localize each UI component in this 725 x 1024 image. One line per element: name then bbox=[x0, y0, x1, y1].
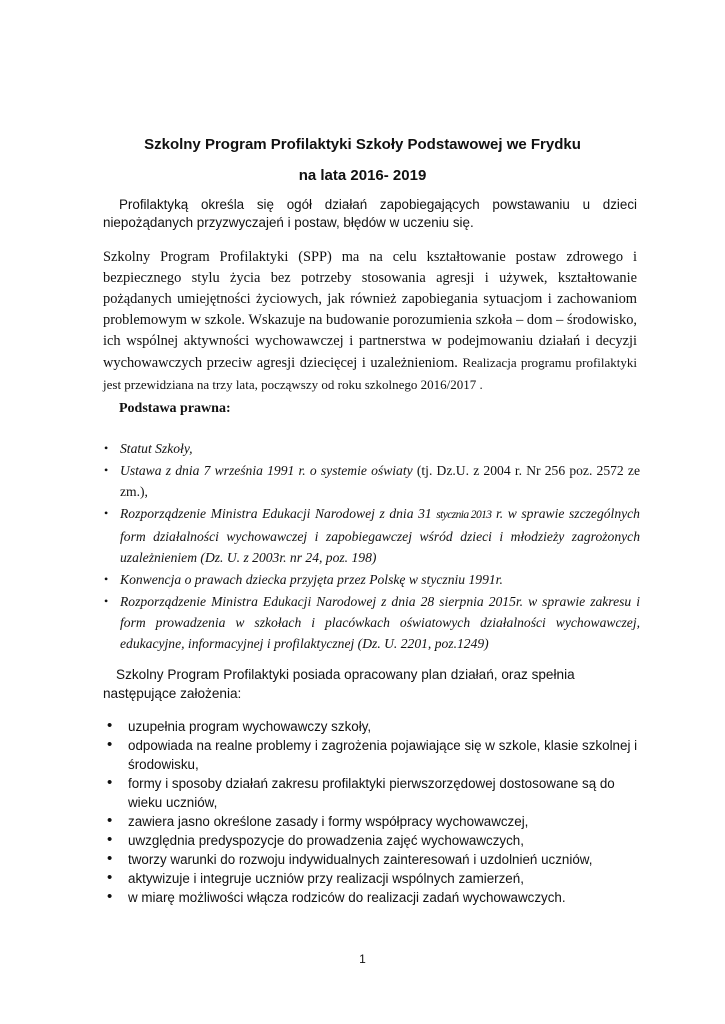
feature-item bbox=[103, 736, 643, 774]
feature-item bbox=[103, 888, 643, 907]
legal-basis-item bbox=[103, 569, 640, 590]
legal-basis-text: Rozporządzenie Ministra Edukacji Narodowej z dnia 28 sierpnia 2015r. w sprawie zakresu i form prowadzenia w szkołach i placówkach oświatowych działalności wychowawczej, edukacyjne, informacyjnej i profilaktycznej (Dz. U. 2201, poz.1249) bbox=[120, 594, 640, 651]
legal-basis-text: Rozporządzenie Ministra Edukacji Narodowej z dnia 31 bbox=[120, 506, 437, 521]
document-title: Szkolny Program Profilaktyki Szkoły Podstawowej we Frydku bbox=[144, 136, 581, 153]
page-number: 1 bbox=[359, 952, 366, 966]
bullet-icon: • bbox=[104, 441, 109, 455]
legal-basis-item bbox=[103, 591, 640, 654]
legal-basis-text: (tj. Dz.U. z 2004 r. Nr 256 poz. 2572 ze zm.), bbox=[120, 463, 640, 499]
summary-paragraph: Szkolny Program Profilaktyki posiada opracowany plan działań, oraz spełnia następujące założenia: bbox=[103, 667, 575, 701]
legal-basis-heading: Podstawa prawna: bbox=[119, 401, 231, 416]
bullet-icon: • bbox=[107, 850, 113, 867]
document-subtitle: na lata 2016- 2019 bbox=[298, 167, 427, 184]
bullet-icon: • bbox=[107, 831, 113, 848]
legal-basis-text: Statut Szkoły, bbox=[120, 441, 193, 456]
feature-text: odpowiada na realne problemy i zagrożenia pojawiające się w szkole, klasie szkolnej i środowisku, bbox=[128, 738, 638, 772]
feature-text: uwzględnia predyspozycje do prowadzenia zajęć wychowawczych, bbox=[128, 833, 524, 848]
legal-basis-item bbox=[103, 460, 640, 502]
bullet-icon: • bbox=[104, 506, 109, 520]
legal-basis-text: stycznia 2013 bbox=[436, 509, 492, 521]
feature-text: w miarę możliwości włącza rodziców do realizacji zadań wychowawczych. bbox=[128, 890, 566, 905]
features-list bbox=[103, 717, 643, 907]
bullet-icon: • bbox=[107, 717, 113, 734]
legal-basis-list bbox=[103, 438, 640, 654]
feature-text: uzupełnia program wychowawczy szkoły, bbox=[128, 719, 372, 734]
feature-text: formy i sposoby działań zakresu profilaktyki pierwszorzędowej dostosowane są do wieku uczniów, bbox=[128, 776, 615, 810]
bullet-icon: • bbox=[107, 888, 113, 905]
legal-basis-text: r. w sprawie szczególnych form działalności wychowawczej i zapobiegawczej wśród dzieci i młodzieży zagrożonych uzależnieniem (Dz. U. z 2003r. nr 24, poz. 198) bbox=[120, 506, 640, 565]
feature-item bbox=[103, 869, 643, 888]
bullet-icon: • bbox=[104, 594, 109, 608]
feature-item bbox=[103, 850, 643, 869]
bullet-icon: • bbox=[107, 812, 113, 829]
legal-basis-text: Ustawa z dnia 7 września 1991 r. o systemie oświaty bbox=[120, 463, 413, 478]
feature-text: tworzy warunki do rozwoju indywidualnych zainteresowań i uzdolnień uczniów, bbox=[128, 852, 593, 867]
legal-basis-text: Konwencja o prawach dziecka przyjęta przez Polskę w styczniu 1991r. bbox=[120, 572, 503, 587]
feature-item bbox=[103, 717, 643, 736]
feature-text: zawiera jasno określone zasady i formy współpracy wychowawczej, bbox=[128, 814, 529, 829]
legal-basis-item bbox=[103, 438, 640, 459]
bullet-icon: • bbox=[107, 736, 113, 753]
legal-basis-item bbox=[103, 503, 640, 568]
program-description-main: Szkolny Program Profilaktyki (SPP) ma na celu kształtowanie postaw zdrowego i bezpiecznego stylu życia bez potrzeby stosowania agresji i używek, kształtowanie pożądanych umiejętności życiowych, jak również zapobiegania sytuacjom i zachowaniom problemowym w szkole. Wskazuje na budowanie porozumienia szkoła – dom – środowisko, ich wspólnej aktywności wychowawczej i partnerstwa w podejmowaniu działań i decyzji wychowawczych przeciw agresji dziecięcej i uzależnieniom. bbox=[103, 249, 637, 371]
program-description-paragraph bbox=[103, 247, 637, 396]
intro-paragraph: Profilaktyką określa się ogół działań zapobiegających powstawaniu u dzieci niepożądanych przyzwyczajeń i postaw, błędów w uczeniu się. bbox=[103, 197, 637, 230]
bullet-icon: • bbox=[104, 463, 109, 477]
bullet-icon: • bbox=[107, 774, 113, 791]
feature-text: aktywizuje i integruje uczniów przy realizacji wspólnych zamierzeń, bbox=[128, 871, 524, 886]
feature-item bbox=[103, 831, 643, 850]
bullet-icon: • bbox=[104, 572, 109, 586]
program-description-tail: Realizacja programu profilaktyki jest przewidziana na trzy lata, począwszy od roku szkolnego 2016/2017 . bbox=[103, 355, 637, 392]
feature-item bbox=[103, 774, 643, 812]
feature-item bbox=[103, 812, 643, 831]
bullet-icon: • bbox=[107, 869, 113, 886]
